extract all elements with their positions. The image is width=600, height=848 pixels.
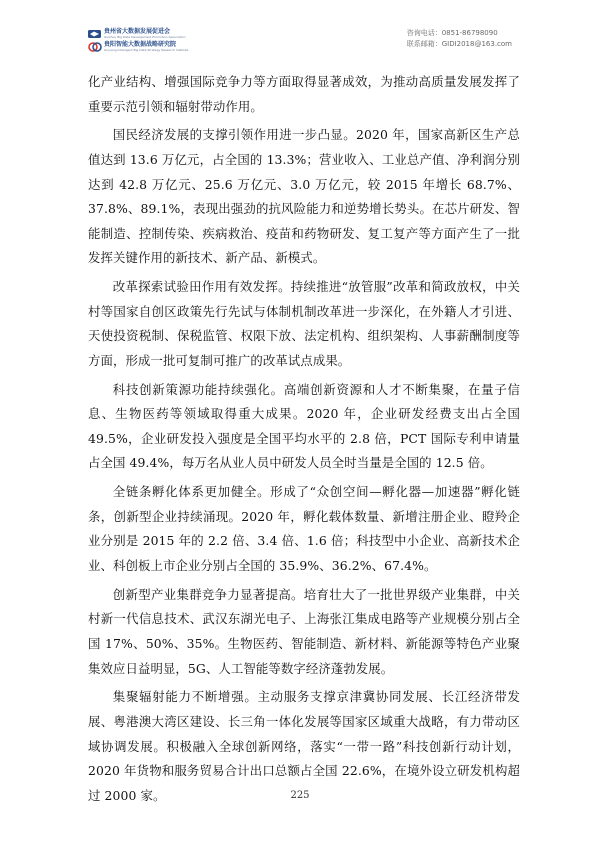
- logo-row-association: [88, 28, 208, 40]
- paragraph-continuation: 化产业结构、增强国际竞争力等方面取得显著成效，为推动高质量发展发挥了重要示范引领和辐射带动作用。: [88, 74, 520, 114]
- association-name-en: Guizhou Big Data Development Promotion Association: [104, 35, 186, 39]
- association-name: 贵州省大数据发展促进会: [104, 28, 171, 35]
- body-text: [88, 70, 520, 813]
- paragraph-radiation-capacity: 集聚辐射能力不断增强。主动服务支撑京津冀协同发展、长江经济带发展、粤港澳大湾区建设、长三角一体化发展等国家区域重大战略，有力带动区域协调发展。积极融入全球创新网络，落实“一带一路”科技创新行动计划，2020 年货物和服务贸易合计出口总额占全国 22.6%，在境外设立研发机构超过 2000 家。: [88, 689, 520, 803]
- paragraph-innovation-source: 科技创新策源功能持续强化。高端创新资源和人才不断集聚，在量子信息、生物医药等领域取得重大成果。2020 年，企业研发经费支出占全国 49.5%，企业研发投入强度是全国平均水平的 2.8 倍，PCT 国际专利申请量占全国 49.4%，每万名从业人员中研发人员全时当量是全国的 12.5 倍。: [88, 381, 520, 471]
- paragraph-economic-support: 国民经济发展的支撑引领作用进一步凸显。2020 年，国家高新区生产总值达到 13.6 万亿元，占全国的 13.3%；营业收入、工业总产值、净利润分别达到 42.8 万亿元、25.6 万亿元、3.0 万亿元，较 2015 年增长 68.7%、37.8%、89.1%，表现出强劲的抗风险能力和逆势增长势头。在芯片研发、智能制造、控制传染、疾病救治、疫苗和药物研发、复工复产等方面产生了一批发挥关键作用的新技术、新产品、新模式。: [88, 127, 520, 266]
- association-logo-icon: [88, 29, 102, 39]
- logo-row-institute: [88, 41, 208, 53]
- contact-phone: 咨询电话：0851-86798090: [406, 29, 498, 37]
- institute-name: 贵阳智能大数据战略研究院: [104, 41, 177, 48]
- institute-logo-icon: [88, 42, 102, 52]
- contact-info: [407, 28, 512, 50]
- paragraph-industry-clusters: 创新型产业集群竞争力显著提高。培育壮大了一批世界级产业集群，中关村新一代信息技术、武汉东湖光电子、上海张江集成电路等产业规模分别占全国 17%、50%、35%。生物医药、智能制造、新材料、新能源等特色产业聚集效应日益明显，5G、人工智能等数字经济蓬勃发展。: [88, 586, 520, 676]
- logo: [88, 28, 208, 54]
- page-header: [88, 28, 512, 54]
- paragraph-reform-pilot: 改革探索试验田作用有效发挥。持续推进“放管服”改革和简政放权，中关村等国家自创区政策先行先试与体制机制改革进一步深化，在外籍人才引进、天使投资税制、保税监管、权限下放、法定机构、组织架构、人事薪酬制度等方面，形成一批可复制可推广的改革试点成果。: [88, 279, 520, 368]
- paragraph-incubation-chain: 全链条孵化体系更加健全。形成了“众创空间—孵化器—加速器”孵化链条，创新型企业持续涌现。2020 年，孵化载体数量、新增注册企业、瞪羚企业分别是 2015 年的 2.2 倍、3.4 倍、1.6 倍；科技型中小企业、高新技术企业、科创板上市企业分别占全国的 35.9%、36.2%、67.4%。: [88, 484, 520, 574]
- contact-email: 联系邮箱：GIDI2018@163.com: [406, 40, 512, 48]
- institute-name-en: Guiyang Intelligent Big Data Strategy Research Institute: [104, 48, 189, 52]
- page-number: 225: [290, 790, 310, 801]
